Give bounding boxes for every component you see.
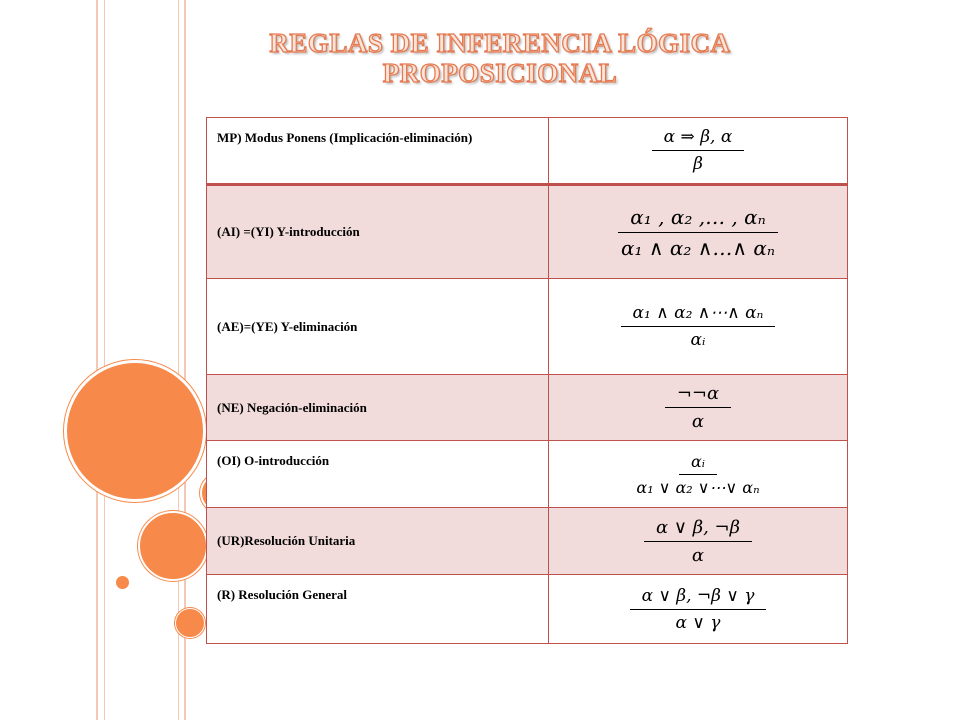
rule-formula xyxy=(549,508,848,575)
conclusion: α ∨ γ xyxy=(675,612,721,633)
premises: α ∨ β, ¬β xyxy=(644,517,752,542)
conclusion: αᵢ xyxy=(690,330,706,350)
rule-label: (UR)Resolución Unitaria xyxy=(207,508,549,575)
rule-formula xyxy=(549,279,848,375)
rule-row-oi xyxy=(207,441,848,508)
rule-label: (R) Resolución General xyxy=(207,575,549,644)
fraction xyxy=(549,205,847,260)
rule-formula xyxy=(549,441,848,508)
conclusion: α xyxy=(691,544,705,566)
rule-row-mp xyxy=(207,118,848,185)
conclusion: α₁ ∨ α₂ ∨⋯∨ αₙ xyxy=(636,477,760,497)
fraction xyxy=(549,303,847,350)
rule-label: (NE) Negación-eliminación xyxy=(207,375,549,441)
decorative-line xyxy=(104,0,105,720)
rule-label: (OI) O-introducción xyxy=(207,441,549,508)
premises: α ⇒ β, α xyxy=(652,127,745,151)
fraction xyxy=(549,452,847,497)
premises: α₁ ∧ α₂ ∧⋯∧ αₙ xyxy=(621,303,776,327)
rule-row-ne xyxy=(207,375,848,441)
fraction xyxy=(549,517,847,566)
rule-formula xyxy=(549,118,848,185)
inference-rules-table xyxy=(206,117,848,644)
conclusion: α₁ ∧ α₂ ∧…∧ αₙ xyxy=(620,235,775,260)
decorative-circle xyxy=(175,608,205,638)
premises: α ∨ β, ¬β ∨ γ xyxy=(630,586,767,610)
decorative-circle xyxy=(64,360,206,502)
rule-row-ai xyxy=(207,185,848,279)
rule-label: (AE)=(YE) Y-eliminación xyxy=(207,279,549,375)
rule-label: (AI) =(YI) Y-introducción xyxy=(207,185,549,279)
premises: α₁ , α₂ ,… , αₙ xyxy=(618,205,778,233)
rule-formula xyxy=(549,575,848,644)
rule-row-r xyxy=(207,575,848,644)
conclusion: α xyxy=(691,411,705,432)
decorative-line xyxy=(96,0,98,720)
rule-formula xyxy=(549,375,848,441)
rule-formula xyxy=(549,185,848,279)
slide-title xyxy=(180,28,820,88)
premises: αᵢ xyxy=(679,452,717,475)
fraction xyxy=(549,586,847,633)
conclusion: β xyxy=(693,154,703,174)
rule-row-ae xyxy=(207,279,848,375)
fraction xyxy=(549,383,847,432)
decorative-circle xyxy=(116,576,129,589)
fraction xyxy=(549,127,847,174)
premises: ¬¬α xyxy=(665,383,731,408)
decorative-circle xyxy=(138,511,208,581)
title-line-2: PROPOSICIONAL xyxy=(382,58,618,88)
rule-row-ur xyxy=(207,508,848,575)
title-line-1: REGLAS DE INFERENCIA LÓGICA xyxy=(269,28,731,58)
rule-label: MP) Modus Ponens (Implicación-eliminación) xyxy=(207,118,549,185)
